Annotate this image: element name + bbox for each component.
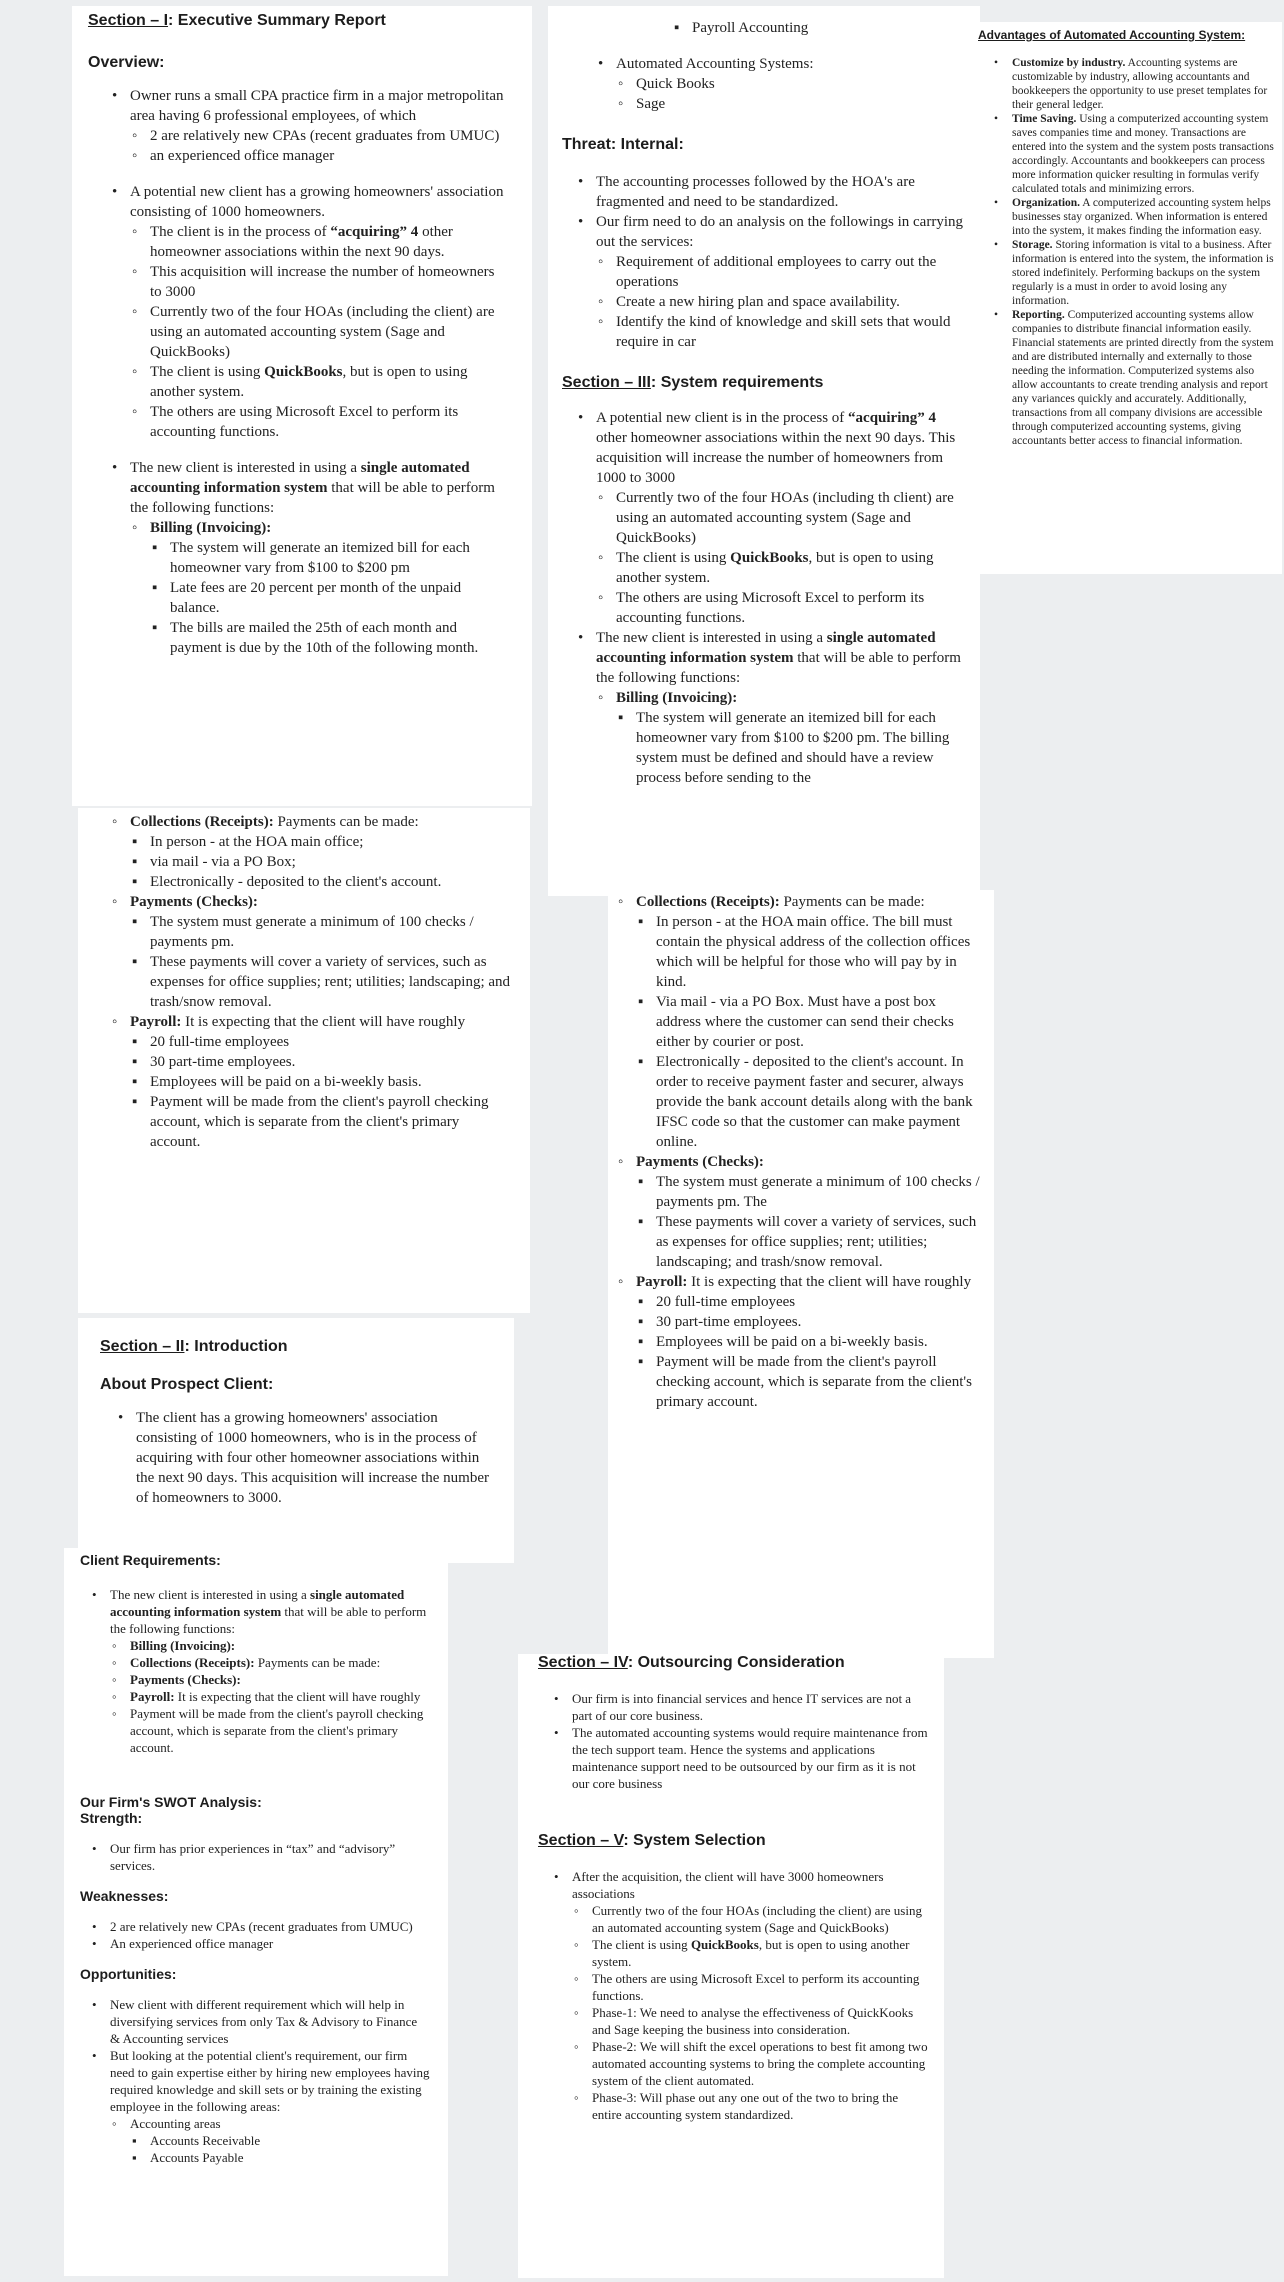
list-item: • Organization. A computerized accounting system helps businesses stay organized. When information is entered into the system, it makes finding the information easy. [992, 196, 1278, 238]
list-item: • The new client is interested in using a single automated accounting information system that will be able to perform the following functions: ◦ Billing (Invoicing): ▪ The system will generate an itemized bill for each homeowner vary from $100 to $200 pm ▪ Late fees are 20 percent per month of the unpaid balance. ▪ The bills are mailed the 25th of each month and payment is due by the 10th of the following month. [110, 458, 508, 658]
list-item: ◦ The client is using QuickBooks, but is open to using another system. [596, 548, 966, 588]
functions-panel [78, 808, 530, 1313]
list-item: • A potential new client has a growing homeowners' association consisting of 1000 homeowners. ◦ The client is in the process of “acquiring” 4 other homeowner associations within the next 90 days. ◦ This acquisition will increase the number of homeowners to 3000 ◦ Currently two of the four HOAs (including the client) are using an automated accounting system (Sage and QuickBooks) ◦ The client is using QuickBooks, but is open to using another system. ◦ The others are using Microsoft Excel to perform its accounting functions. [110, 182, 508, 442]
list-item: ▪ via mail - via a PO Box; [130, 852, 512, 872]
list-item: ◦ an experienced office manager [130, 146, 508, 166]
detailed-functions-panel [608, 890, 994, 1658]
about-client-heading: About Prospect Client: [100, 1376, 274, 1393]
list-item: • Our firm has prior experiences in “tax” and “advisory” services. [90, 1840, 430, 1874]
list-item: ▪ In person - at the HOA main office. The bill must contain the physical address of the collection offices which will be helpful for those who will pay by in kind. [636, 912, 984, 992]
list-item: ◦ Payment will be made from the client's payroll checking account, which is separate from the client's primary account. [110, 1705, 430, 1756]
list-item: ▪ Electronically - deposited to the client's account. [130, 872, 512, 892]
list-item: ◦ Phase-1: We need to analyse the effectiveness of QuickKooks and Sage keeping the business into consideration. [572, 2004, 928, 2038]
introduction-panel [78, 1318, 514, 1563]
list-item: • After the acquisition, the client will have 3000 homeowners associations ◦ Currently two of the four HOAs (including the client) are using an automated accounting system (Sage and QuickBooks) ◦ The client is using QuickBooks, but is open to using another system. ◦ The others are using Microsoft Excel to perform its accounting functions. ◦ Phase-1: We need to analyse the effectiveness of QuickKooks and Sage keeping the business into consideration. ◦ Phase-2: We will shift the excel operations to best fit among two automated accounting systems to bring the complete accounting system of the client automated. ◦ Phase-3: Will phase out any one out of the two to bring the entire accounting system standardized. [552, 1868, 928, 2123]
list-item: ▪ The system will generate an itemized bill for each homeowner vary from $100 to $200 pm [150, 538, 508, 578]
client-requirements-heading: Client Requirements: [80, 1552, 221, 1568]
outsourcing-selection-panel [518, 1654, 944, 2278]
list-item: ▪ Employees will be paid on a bi-weekly basis. [130, 1072, 512, 1092]
list-item: • A potential new client is in the process of “acquiring” 4 other homeowner associations within the next 90 days. This acquisition will increase the number of homeowners from 1000 to 3000 ◦ Currently two of the four HOAs (including th client) are using an automated accounting system (Sage and QuickBooks) ◦ The client is using QuickBooks, but is open to using another system. ◦ The others are using Microsoft Excel to perform its accounting functions. [576, 408, 966, 628]
list-item: ▪ 20 full-time employees [130, 1032, 512, 1052]
list-item: ▪ Payment will be made from the client's payroll checking account, which is separate from the client's primary account. [130, 1092, 512, 1152]
list-item: ◦ Currently two of the four HOAs (including th client) are using an automated accounting system (Sage and QuickBooks) [596, 488, 966, 548]
list-item: ◦ Payments (Checks): [110, 1671, 430, 1688]
list-item: ◦ Payments (Checks): ▪ The system must generate a minimum of 100 checks / payments pm. The ▪ These payments will cover a variety of services, such as expenses for office supplies; rent; utilities; landscaping; and trash/snow removal. [616, 1152, 984, 1272]
list-item: ◦ Payroll: It is expecting that the client will have roughly ▪ 20 full-time employees ▪ 30 part-time employees. ▪ Employees will be paid on a bi-weekly basis. ▪ Payment will be made from the client's payroll checking account, which is separate from the client's primary account. [616, 1272, 984, 1412]
list-item: • An experienced office manager [90, 1935, 430, 1952]
opportunities-heading: Opportunities: [80, 1966, 177, 1982]
section-2-title: Section – II: Introduction [100, 1338, 288, 1355]
list-item: ▪ Payroll Accounting [672, 18, 966, 38]
list-item: ◦ Phase-2: We will shift the excel operations to best fit among two automated accounting systems to bring the complete accounting system of the client automated. [572, 2038, 928, 2089]
list-item: • The automated accounting systems would require maintenance from the tech support team. Hence the systems and applications maintenance support need to be outsourced by our firm as it is not our core business [552, 1724, 928, 1792]
threat-heading: Threat: Internal: [562, 136, 684, 153]
list-item: ◦ Identify the kind of knowledge and skill sets that would require in car [596, 312, 966, 352]
list-item: ◦ Billing (Invoicing): [110, 1637, 430, 1654]
list-item: ▪ Accounts Payable [130, 2149, 430, 2166]
list-item: • The accounting processes followed by the HOA's are fragmented and need to be standardized. [576, 172, 966, 212]
swot-heading: Our Firm's SWOT Analysis: [80, 1794, 262, 1810]
list-item: • Reporting. Computerized accounting systems allow companies to distribute financial information easily. Financial statements are printed directly from the system and are distributed internally and externally to those needing the information. Computerized systems also allow accountants to create trending analysis and report any variances quickly and accurately. Additionally, transactions from all company divisions are accessible through computerized accounting systems, giving accountants better access to financial information. [992, 308, 1278, 448]
list-item: ◦ Payments (Checks): ▪ The system must generate a minimum of 100 checks / payments pm. ▪ These payments will cover a variety of services, such as expenses for office supplies; rent; utilities; landscaping; and trash/snow removal. [110, 892, 512, 1012]
list-item: ▪ 20 full-time employees [636, 1292, 984, 1312]
list-item: ◦ Phase-3: Will phase out any one out of the two to bring the entire accounting system standardized. [572, 2089, 928, 2123]
advantages-panel [976, 22, 1282, 574]
list-item: ◦ Sage [616, 94, 966, 114]
list-item: ◦ The others are using Microsoft Excel to perform its accounting functions. [130, 402, 508, 442]
list-item: ▪ Electronically - deposited to the client's account. In order to receive payment faster and securer, always provide the bank account details along with the bank IFSC code so that the customer can make payment online. [636, 1052, 984, 1152]
list-item: ▪ The system must generate a minimum of 100 checks / payments pm. The [636, 1172, 984, 1212]
section-1-title: Section – I: Executive Summary Report [88, 12, 386, 29]
list-item: ◦ Collections (Receipts): Payments can be made: [110, 1654, 430, 1671]
list-item: ◦ Accounting areas ▪ Accounts Receivable ▪ Accounts Payable [110, 2115, 430, 2166]
list-item: • Customize by industry. Accounting systems are customizable by industry, allowing accountants and bookkeepers the opportunity to use preset templates for their general ledger. [992, 56, 1278, 112]
section-3-title: Section – III: System requirements [562, 374, 824, 391]
list-item: ▪ In person - at the HOA main office; [130, 832, 512, 852]
list-item: ▪ 30 part-time employees. [130, 1052, 512, 1072]
list-item: • New client with different requirement which will help in diversifying services from only Tax & Advisory to Finance & Accounting services [90, 1996, 430, 2047]
list-item: • Our firm is into financial services and hence IT services are not a part of our core business. [552, 1690, 928, 1724]
list-item: • Automated Accounting Systems: ◦ Quick Books ◦ Sage [596, 54, 966, 114]
list-item: ▪ The system must generate a minimum of 100 checks / payments pm. [130, 912, 512, 952]
list-item: ▪ Accounts Receivable [130, 2132, 430, 2149]
list-item: ▪ Late fees are 20 percent per month of the unpaid balance. [150, 578, 508, 618]
list-item: ▪ The bills are mailed the 25th of each month and payment is due by the 10th of the following month. [150, 618, 508, 658]
list-item: ▪ 30 part-time employees. [636, 1312, 984, 1332]
list-item: ◦ The client is using QuickBooks, but is open to using another system. [130, 362, 508, 402]
overview-heading: Overview: [88, 54, 165, 71]
section-4-title: Section – IV: Outsourcing Consideration [538, 1654, 845, 1671]
list-item: ▪ Employees will be paid on a bi-weekly basis. [636, 1332, 984, 1352]
list-item: ◦ The client is using QuickBooks, but is open to using another system. [572, 1936, 928, 1970]
list-item: ◦ Billing (Invoicing): ▪ The system will generate an itemized bill for each homeowner vary from $100 to $200 pm. The billing system must be defined and should have a review process before sending to the [596, 688, 966, 788]
list-item: ◦ The others are using Microsoft Excel to perform its accounting functions. [596, 588, 966, 628]
list-item: ▪ These payments will cover a variety of services, such as expenses for office supplies; rent; utilities; landscaping; and trash/snow removal. [636, 1212, 984, 1272]
requirements-swot-panel [64, 1548, 448, 2276]
exec-summary-panel [72, 6, 532, 806]
section-5-title: Section – V: System Selection [538, 1832, 766, 1849]
list-item: ◦ This acquisition will increase the number of homeowners to 3000 [130, 262, 508, 302]
list-item: ◦ 2 are relatively new CPAs (recent graduates from UMUC) [130, 126, 508, 146]
list-item: ◦ The client is in the process of “acquiring” 4 other homeowner associations within the next 90 days. [130, 222, 508, 262]
list-item: ▪ Payment will be made from the client's payroll checking account, which is separate from the client's primary account. [636, 1352, 984, 1412]
list-item: ▪ The system will generate an itemized bill for each homeowner vary from $100 to $200 pm. The billing system must be defined and should have a review process before sending to the [616, 708, 966, 788]
list-item: • Our firm need to do an analysis on the followings in carrying out the services: ◦ Requirement of additional employees to carry out the operations ◦ Create a new hiring plan and space availability. ◦ Identify the kind of knowledge and skill sets that would require in car [576, 212, 966, 352]
list-item: ◦ The others are using Microsoft Excel to perform its accounting functions. [572, 1970, 928, 2004]
list-item: ◦ Create a new hiring plan and space availability. [596, 292, 966, 312]
list-item: • Owner runs a small CPA practice firm in a major metropolitan area having 6 professional employees, of which ◦ 2 are relatively new CPAs (recent graduates from UMUC) ◦ an experienced office manager [110, 86, 508, 166]
list-item: • 2 are relatively new CPAs (recent graduates from UMUC) [90, 1918, 430, 1935]
list-item: ◦ Requirement of additional employees to carry out the operations [596, 252, 966, 292]
list-item: ◦ Billing (Invoicing): ▪ The system will generate an itemized bill for each homeowner vary from $100 to $200 pm ▪ Late fees are 20 percent per month of the unpaid balance. ▪ The bills are mailed the 25th of each month and payment is due by the 10th of the following month. [130, 518, 508, 658]
list-item: ◦ Collections (Receipts): Payments can be made: ▪ In person - at the HOA main office. The bill must contain the physical address of the collection offices which will be helpful for those who will pay by in kind. ▪ Via mail - via a PO Box. Must have a post box address where the customer can send their checks either by courier or post. ▪ Electronically - deposited to the client's account. In order to receive payment faster and securer, always provide the bank account details along with the bank IFSC code so that the customer can make payment online. [616, 892, 984, 1152]
list-item: • The new client is interested in using a single automated accounting information system that will be able to perform the following functions: ◦ Billing (Invoicing): ◦ Collections (Receipts): Payments can be made: ◦ Payments (Checks): ◦ Payroll: It is expecting that the client will have roughly ◦ Payment will be made from the client's payroll checking account, which is separate from the client's primary account. [90, 1586, 430, 1756]
list-item: ◦ Currently two of the four HOAs (including the client) are using an automated accounting system (Sage and QuickBooks) [572, 1902, 928, 1936]
list-item: ▪ These payments will cover a variety of services, such as expenses for office supplies; rent; utilities; landscaping; and trash/snow removal. [130, 952, 512, 1012]
weaknesses-heading: Weaknesses: [80, 1888, 169, 1904]
list-item: ◦ Collections (Receipts): Payments can be made: ▪ In person - at the HOA main office; ▪ via mail - via a PO Box; ▪ Electronically - deposited to the client's account. [110, 812, 512, 892]
strength-heading: Strength: [80, 1810, 143, 1826]
list-item: ▪ Via mail - via a PO Box. Must have a post box address where the customer can send their checks either by courier or post. [636, 992, 984, 1052]
list-item: ◦ Quick Books [616, 74, 966, 94]
list-item: • The new client is interested in using a single automated accounting information system that will be able to perform the following functions: ◦ Billing (Invoicing): ▪ The system will generate an itemized bill for each homeowner vary from $100 to $200 pm. The billing system must be defined and should have a review process before sending to the [576, 628, 966, 788]
advantages-title: Advantages of Automated Accounting System: [978, 28, 1246, 42]
list-item: ◦ Payroll: It is expecting that the client will have roughly ▪ 20 full-time employees ▪ 30 part-time employees. ▪ Employees will be paid on a bi-weekly basis. ▪ Payment will be made from the client's payroll checking account, which is separate from the client's primary account. [110, 1012, 512, 1152]
list-item: • Storage. Storing information is vital to a business. After information is entered into the system, the information is stored indefinitely. Performing backups on the system regularly is a must in order to avoid losing any information. [992, 238, 1278, 308]
list-item: • Time Saving. Using a computerized accounting system saves companies time and money. Transactions are entered into the system and the system posts transactions accordingly. Accountants and bookkeepers can process more information quicker resulting in formulas verify calculated totals and minimizing errors. [992, 112, 1278, 196]
list-item: ◦ Currently two of the four HOAs (including the client) are using an automated accounting system (Sage and QuickBooks) [130, 302, 508, 362]
list-item: ◦ Payroll: It is expecting that the client will have roughly [110, 1688, 430, 1705]
list-item: • The client has a growing homeowners' association consisting of 1000 homeowners, who is in the process of acquiring with four other homeowner associations within the next 90 days. This acquisition will increase the number of homeowners to 3000. [116, 1408, 490, 1508]
system-requirements-panel [548, 6, 980, 896]
list-item: • But looking at the potential client's requirement, our firm need to gain expertise either by hiring new employees having required knowledge and skill sets or by training the existing employee in the following areas: ◦ Accounting areas ▪ Accounts Receivable ▪ Accounts Payable [90, 2047, 430, 2166]
